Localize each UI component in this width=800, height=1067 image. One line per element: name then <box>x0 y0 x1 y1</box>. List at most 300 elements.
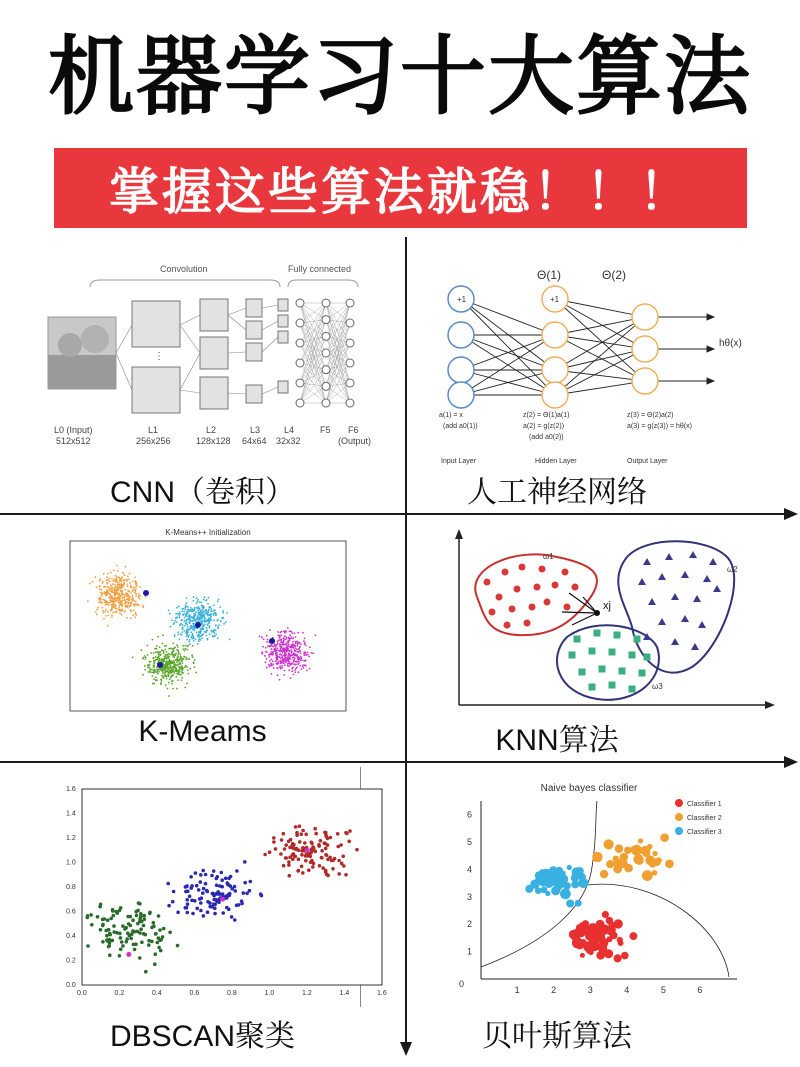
dbscan-point <box>111 939 115 943</box>
kmeans-point <box>191 636 193 638</box>
dbscan-point <box>176 944 180 948</box>
kmeans-point <box>193 624 195 626</box>
kmeans-point <box>201 617 203 619</box>
kmeans-point <box>127 606 129 608</box>
dbscan-point <box>152 921 156 925</box>
kmeans-point <box>105 593 107 595</box>
kmeans-point <box>178 606 180 608</box>
dbscan-point <box>224 877 228 881</box>
kmeans-point <box>178 615 180 617</box>
kmeans-point <box>153 670 155 672</box>
dbscan-point <box>212 902 216 906</box>
kmeans-point <box>193 661 195 663</box>
kmeans-point <box>214 635 216 637</box>
kmeans-point <box>196 602 198 604</box>
bayes-point <box>624 864 633 873</box>
dbscan-point <box>111 909 115 913</box>
kmeans-point <box>189 614 191 616</box>
dbscan-point <box>341 855 345 859</box>
dbscan-point <box>138 931 142 935</box>
nn-output-arrowhead <box>707 314 714 320</box>
dbscan-point <box>333 857 337 861</box>
kmeans-point <box>186 597 188 599</box>
kmeans-point <box>164 649 166 651</box>
knn-blue-point <box>703 575 711 582</box>
bayes-x-tick: 2 <box>551 985 557 995</box>
dbscan-point <box>156 941 160 945</box>
kmeans-point <box>123 594 125 596</box>
kmeans-point <box>193 618 195 620</box>
nn-bias-1: +1 <box>457 295 467 304</box>
bayes-point <box>576 924 582 930</box>
kmeans-point <box>283 654 285 656</box>
cnn-fc-edge <box>300 353 326 403</box>
subtitle-text: 掌握这些算法就稳！！！ <box>109 163 692 221</box>
kmeans-point <box>189 639 191 641</box>
dbscan-core <box>305 848 310 853</box>
kmeans-point <box>129 609 131 611</box>
kmeans-point <box>299 650 301 652</box>
kmeans-point <box>187 634 189 636</box>
kmeans-point <box>167 664 169 666</box>
cnn-fc-node <box>296 319 304 327</box>
kmeans-point <box>277 663 279 665</box>
bayes-point <box>649 860 657 868</box>
bayes-origin: 0 <box>459 979 465 989</box>
kmeans-point <box>169 613 171 615</box>
dbscan-point <box>210 874 214 878</box>
kmeans-point <box>186 602 188 604</box>
dbscan-point <box>213 898 217 902</box>
bayes-point <box>535 871 543 879</box>
knn-cluster-green-outline <box>557 625 659 700</box>
kmeans-point <box>98 601 100 603</box>
kmeans-point <box>187 609 189 611</box>
kmeans-point <box>289 663 291 665</box>
kmeans-point <box>168 657 170 659</box>
kmeans-point <box>125 566 127 568</box>
bayes-point <box>560 888 571 899</box>
nn-caption: 人工神经网络 <box>467 476 647 509</box>
kmeans-point <box>106 591 108 593</box>
kmeans-point <box>115 586 117 588</box>
kmeans-point <box>99 588 101 590</box>
dbscan-point <box>320 856 324 860</box>
kmeans-point <box>193 666 195 668</box>
kmeans-point <box>269 665 271 667</box>
kmeans-point <box>176 644 178 646</box>
kmeans-point <box>144 669 146 671</box>
dbscan-point <box>199 901 203 905</box>
bayes-x-tick: 1 <box>514 985 520 995</box>
dbscan-y-tick: 1.0 <box>66 859 76 867</box>
kmeans-point <box>129 596 131 598</box>
kmeans-point <box>102 610 104 612</box>
kmeans-point <box>173 660 175 662</box>
kmeans-point <box>283 641 285 643</box>
kmeans-point <box>292 641 294 643</box>
page-title: 机器学习十大算法 <box>48 27 752 127</box>
kmeans-point <box>265 651 267 653</box>
dbscan-point <box>201 891 205 895</box>
kmeans-point <box>104 599 106 601</box>
bayes-point <box>660 833 669 842</box>
dbscan-y-tick: 0.4 <box>66 933 76 940</box>
kmeans-point <box>160 669 162 671</box>
kmeans-point <box>182 645 184 647</box>
knn-blue-point <box>693 595 701 602</box>
kmeans-point <box>297 663 299 665</box>
kmeans-point <box>129 582 131 584</box>
kmeans-point <box>168 682 170 684</box>
kmeans-point <box>293 674 295 676</box>
knn-cluster-red-outline <box>475 554 597 635</box>
bayes-point <box>596 951 605 960</box>
kmeans-point <box>186 645 188 647</box>
dbscan-point <box>208 901 212 905</box>
knn-red-point <box>572 584 579 591</box>
kmeans-point <box>168 648 170 650</box>
kmeans-point <box>265 661 267 663</box>
kmeans-point <box>182 667 184 669</box>
nn-edges <box>461 299 714 395</box>
kmeans-point <box>126 617 128 619</box>
kmeans-point <box>215 633 217 635</box>
dbscan-x-tick: 1.4 <box>339 990 350 997</box>
kmeans-point <box>165 684 167 686</box>
dbscan-point <box>176 911 180 915</box>
kmeans-point <box>156 679 158 681</box>
bayes-y-tick: 5 <box>467 837 473 848</box>
kmeans-point <box>176 621 178 623</box>
cnn-fc-node <box>346 399 354 407</box>
dbscan-point <box>185 906 189 910</box>
bayes-point <box>610 932 618 940</box>
dbscan-point <box>105 934 109 938</box>
kmeans-point <box>144 665 146 667</box>
bayes-point <box>589 941 600 952</box>
cnn-fc-node <box>322 299 330 307</box>
bayes-point <box>608 922 615 929</box>
kmeans-point <box>166 660 168 662</box>
kmeans-point <box>133 587 135 589</box>
kmeans-point <box>108 604 110 606</box>
kmeans-point <box>96 613 98 615</box>
kmeans-point <box>210 610 212 612</box>
kmeans-point <box>186 614 188 616</box>
kmeans-point <box>177 646 179 648</box>
cnn-fc-node <box>322 399 330 407</box>
kmeans-point <box>165 657 167 659</box>
kmeans-point <box>312 653 314 655</box>
kmeans-point <box>118 609 120 611</box>
knn-blue-point <box>681 571 689 578</box>
kmeans-point <box>117 592 119 594</box>
kmeans-point <box>138 593 140 595</box>
kmeans-point <box>129 605 131 607</box>
cnn-fc-node <box>322 349 330 357</box>
kmeans-point <box>217 637 219 639</box>
dbscan-point <box>304 859 308 863</box>
kmeans-point <box>295 643 297 645</box>
kmeans-point <box>157 673 159 675</box>
dbscan-point <box>301 846 305 850</box>
kmeans-point <box>167 676 169 678</box>
kmeans-point <box>126 580 128 582</box>
kmeans-point <box>162 672 164 674</box>
kmeans-point <box>112 589 114 591</box>
dbscan-point <box>323 841 327 845</box>
knn-green-point <box>619 668 626 675</box>
dbscan-point <box>147 939 151 943</box>
dbscan-point <box>319 839 323 843</box>
dbscan-point <box>107 928 111 932</box>
kmeans-point <box>188 673 190 675</box>
kmeans-point <box>105 609 107 611</box>
dbscan-point <box>300 849 304 853</box>
kmeans-point <box>292 632 294 634</box>
dbscan-point <box>337 859 341 863</box>
kmeans-point <box>209 607 211 609</box>
kmeans-point <box>167 688 169 690</box>
dbscan-point <box>152 925 156 929</box>
kmeans-point <box>137 596 139 598</box>
dbscan-point <box>172 890 176 894</box>
cnn-fc-node <box>296 299 304 307</box>
nn-panel <box>407 237 787 513</box>
dbscan-point <box>112 930 116 934</box>
dbscan-point <box>125 940 129 944</box>
kmeans-point <box>285 644 287 646</box>
kmeans-point <box>172 648 174 650</box>
kmeans-point <box>194 614 196 616</box>
kmeans-point <box>181 634 183 636</box>
kmeans-point <box>174 654 176 656</box>
kmeans-point <box>193 637 195 639</box>
kmeans-point <box>202 620 204 622</box>
kmeans-point <box>132 657 134 659</box>
knn-red-point <box>514 586 521 593</box>
kmeans-point <box>147 645 149 647</box>
dbscan-point <box>157 946 161 950</box>
kmeans-point <box>111 617 113 619</box>
dbscan-point <box>107 944 111 948</box>
kmeans-point <box>290 638 292 640</box>
nn-edge <box>555 299 645 317</box>
dbscan-point <box>139 927 143 931</box>
kmeans-point <box>117 589 119 591</box>
dbscan-point <box>296 869 300 873</box>
dbscan-point <box>154 932 158 936</box>
dbscan-point <box>90 923 94 927</box>
knn-panel <box>407 515 787 761</box>
kmeans-point <box>301 668 303 670</box>
dbscan-point <box>121 944 125 948</box>
dbscan-point <box>124 926 128 930</box>
kmeans-point <box>167 671 169 673</box>
kmeans-point <box>197 599 199 601</box>
kmeans-point <box>181 660 183 662</box>
dbscan-point <box>291 857 295 861</box>
kmeans-point <box>181 619 183 621</box>
dbscan-point <box>119 936 123 940</box>
kmeans-point <box>128 591 130 593</box>
dbscan-point <box>342 864 346 868</box>
kmeans-point <box>126 585 128 587</box>
kmeans-point <box>177 679 179 681</box>
kmeans-point <box>135 583 137 585</box>
kmeans-point <box>102 607 104 609</box>
dbscan-point <box>282 864 286 868</box>
kmeans-point <box>184 645 186 647</box>
dbscan-point <box>137 901 141 905</box>
kmeans-point <box>296 667 298 669</box>
kmeans-point <box>288 637 290 639</box>
kmeans-point <box>110 587 112 589</box>
dbscan-point <box>139 912 143 916</box>
nn-output-arrowhead <box>707 346 714 352</box>
dbscan-point <box>120 940 124 944</box>
cnn-layer-l3-size: 64x64 <box>242 436 267 446</box>
kmeans-point <box>115 589 117 591</box>
kmeans-point <box>183 656 185 658</box>
kmeans-point <box>124 582 126 584</box>
bayes-point <box>596 920 605 929</box>
kmeans-point <box>104 611 106 613</box>
nn-output-arrowhead <box>707 378 714 384</box>
kmeans-point <box>287 627 289 629</box>
dbscan-point <box>280 838 284 842</box>
cnn-fc-node <box>322 316 330 324</box>
kmeans-point <box>164 645 166 647</box>
nn-theta1: Θ(1) <box>537 268 561 282</box>
knn-red-point <box>534 584 541 591</box>
kmeans-point <box>102 582 104 584</box>
kmeans-point <box>278 635 280 637</box>
knn-blue-point <box>713 585 721 592</box>
kmeans-point <box>118 581 120 583</box>
kmeans-point <box>163 661 165 663</box>
dbscan-core <box>220 897 225 902</box>
dbscan-point <box>86 916 90 920</box>
kmeans-point <box>116 597 118 599</box>
bayes-point <box>575 941 584 950</box>
kmeans-point <box>266 641 268 643</box>
cnn-layer-f6-size: (Output) <box>338 436 372 446</box>
kmeans-point <box>285 648 287 650</box>
dbscan-point <box>158 938 162 942</box>
kmeans-point <box>203 625 205 627</box>
kmeans-point <box>152 675 154 677</box>
dbscan-point <box>161 935 165 939</box>
kmeans-point <box>289 661 291 663</box>
dbscan-caption: DBSCAN聚类 <box>109 1020 296 1053</box>
dbscan-point <box>136 909 140 913</box>
kmeans-point <box>134 592 136 594</box>
dbscan-x-tick: 1.0 <box>264 990 275 997</box>
kmeans-point <box>176 607 178 609</box>
nn-theta2: Θ(2) <box>602 268 626 282</box>
kmeans-point <box>292 638 294 640</box>
kmeans-point <box>174 670 176 672</box>
kmeans-point <box>157 657 159 659</box>
dbscan-point <box>190 899 194 903</box>
nn-edge <box>555 317 645 335</box>
kmeans-point <box>271 651 273 653</box>
kmeans-point <box>127 583 129 585</box>
kmeans-point <box>153 661 155 663</box>
kmeans-point <box>205 631 207 633</box>
kmeans-point <box>128 579 130 581</box>
kmeans-point <box>305 659 307 661</box>
kmeans-point <box>281 650 283 652</box>
kmeans-point <box>163 676 165 678</box>
dbscan-x-tick: 0.0 <box>77 990 87 997</box>
bayes-point <box>601 946 607 952</box>
kmeans-point <box>106 576 108 578</box>
kmeans-point <box>122 597 124 599</box>
nn-node <box>542 382 568 408</box>
knn-red-point <box>509 606 516 613</box>
kmeans-point <box>268 656 270 658</box>
kmeans-point <box>115 578 117 580</box>
kmeans-point <box>157 636 159 638</box>
dbscan-point <box>284 843 288 847</box>
kmeans-point <box>118 576 120 578</box>
kmeans-point <box>315 635 317 637</box>
bayes-point <box>567 865 572 870</box>
kmeans-point <box>100 592 102 594</box>
kmeans-point <box>139 586 141 588</box>
kmeans-point <box>263 638 265 640</box>
cnn-fc-node <box>346 339 354 347</box>
dbscan-point <box>310 842 314 846</box>
dbscan-point <box>185 898 189 902</box>
kmeans-point <box>199 617 201 619</box>
kmeans-point <box>168 653 170 655</box>
kmeans-point <box>180 623 182 625</box>
kmeans-point <box>111 604 113 606</box>
kmeans-point <box>153 665 155 667</box>
kmeans-point <box>111 586 113 588</box>
knn-blue-point <box>671 638 679 645</box>
bayes-point <box>541 887 548 894</box>
kmeans-point <box>115 581 117 583</box>
kmeans-point <box>151 669 153 671</box>
kmeans-point <box>186 683 188 685</box>
kmeans-point <box>147 654 149 656</box>
kmeans-point <box>174 620 176 622</box>
kmeans-point <box>191 616 193 618</box>
dbscan-point <box>301 871 305 875</box>
kmeans-point <box>301 659 303 661</box>
kmeans-point <box>132 595 134 597</box>
kmeans-point <box>218 624 220 626</box>
kmeans-point <box>132 598 134 600</box>
kmeans-point <box>175 664 177 666</box>
kmeans-point <box>181 677 183 679</box>
kmeans-point <box>308 656 310 658</box>
bayes-y-tick: 6 <box>467 809 473 820</box>
kmeans-point <box>272 660 274 662</box>
nn-edge <box>461 299 555 335</box>
nn-layer-input: Input Layer <box>441 458 477 465</box>
kmeans-point <box>129 573 131 575</box>
bayes-point <box>564 882 571 889</box>
kmeans-point <box>296 645 298 647</box>
kmeans-point <box>203 599 205 601</box>
cnn-fc-node <box>346 359 354 367</box>
